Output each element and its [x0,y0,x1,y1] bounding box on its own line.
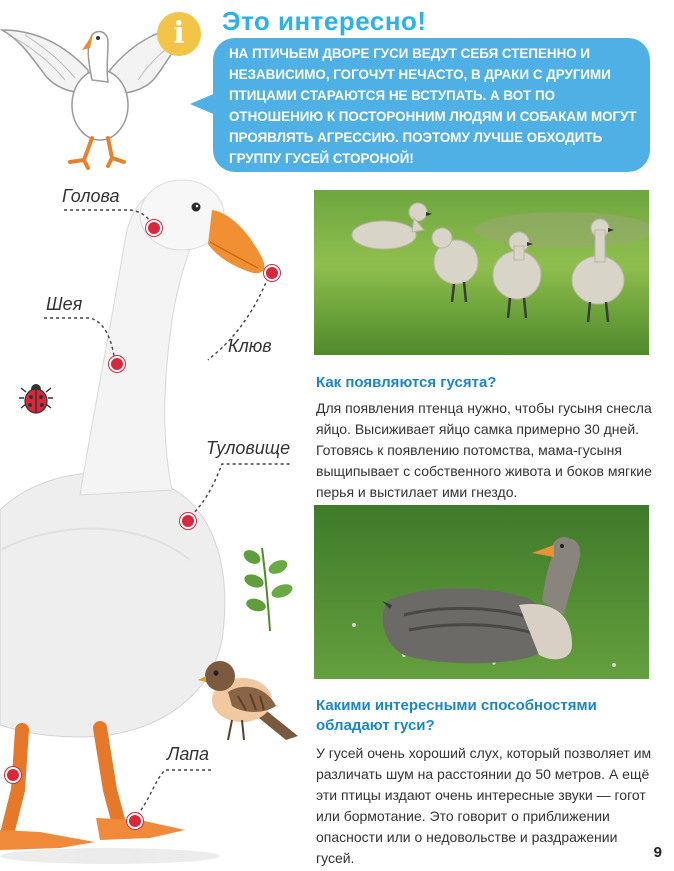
marker-foot-left [5,767,21,783]
marker-neck [109,356,125,372]
page-number: 9 [653,844,662,861]
section-1-title: Как появляются гусята? [316,374,497,391]
section-2-text: У гусей очень хороший слух, который позволяет им различать шум на расстоянии до 50 метров. А ещё эти птицы издают очень интересные звуки — гогот или бормотание. Это говорит о приближении опасности или о недовольстве и раздражении гусей. [316,745,652,866]
marker-beak [264,265,280,281]
label-head: Голова [62,186,120,206]
info-glyph: i [173,16,185,51]
page-title: Это интересно! [222,6,427,36]
label-beak: Клюв [228,336,272,356]
leaf-sprig-icon [240,543,300,633]
marker-foot [127,813,143,829]
greylag-goose-photo [314,505,649,679]
section-1-text: Для появления птенца нужно, чтобы гусыня снесла яйцо. Высиживает яйцо самка примерно 30 дней. Готовясь к появлению потомства, мама-гусыня выщипывает с собственного живота и боков мягкие перья и выстилает ими гнездо. [316,400,652,500]
fun-fact-text: НА ПТИЧЬЕМ ДВОРЕ ГУСИ ВЕДУТ СЕБЯ СТЕПЕННО И НЕЗАВИСИМО, ГОГОЧУТ НЕЧАСТО, В ДРАКИ С ДРУГИМИ ПТИЦАМИ СТАРАЮТСЯ НЕ ВСТУПАТЬ. А ВОТ ПО ОТНОШЕНИЮ К ПОСТОРОННИМ ЛЮДЯМ И СОБАКАМ МОГУТ ПРОЯВЛЯТЬ АГРЕССИЮ. ПОЭТОМУ ЛУЧШЕ ОБХОДИТЬ ГРУППУ ГУСЕЙ СТОРОНОЙ! [229,46,637,166]
label-neck: Шея [46,294,83,314]
label-body: Туловище [206,438,291,458]
marker-head [146,220,162,236]
marker-body [180,513,196,529]
goslings-photo-image [314,190,649,355]
label-foot: Лапа [167,744,210,764]
goslings-photo [314,190,649,355]
section-2-title: Какими интересными способностями обладают гуси? [316,697,597,734]
sparrow-illustration [198,654,302,746]
greylag-goose-photo-image [314,505,649,679]
ladybug-icon [18,380,54,416]
